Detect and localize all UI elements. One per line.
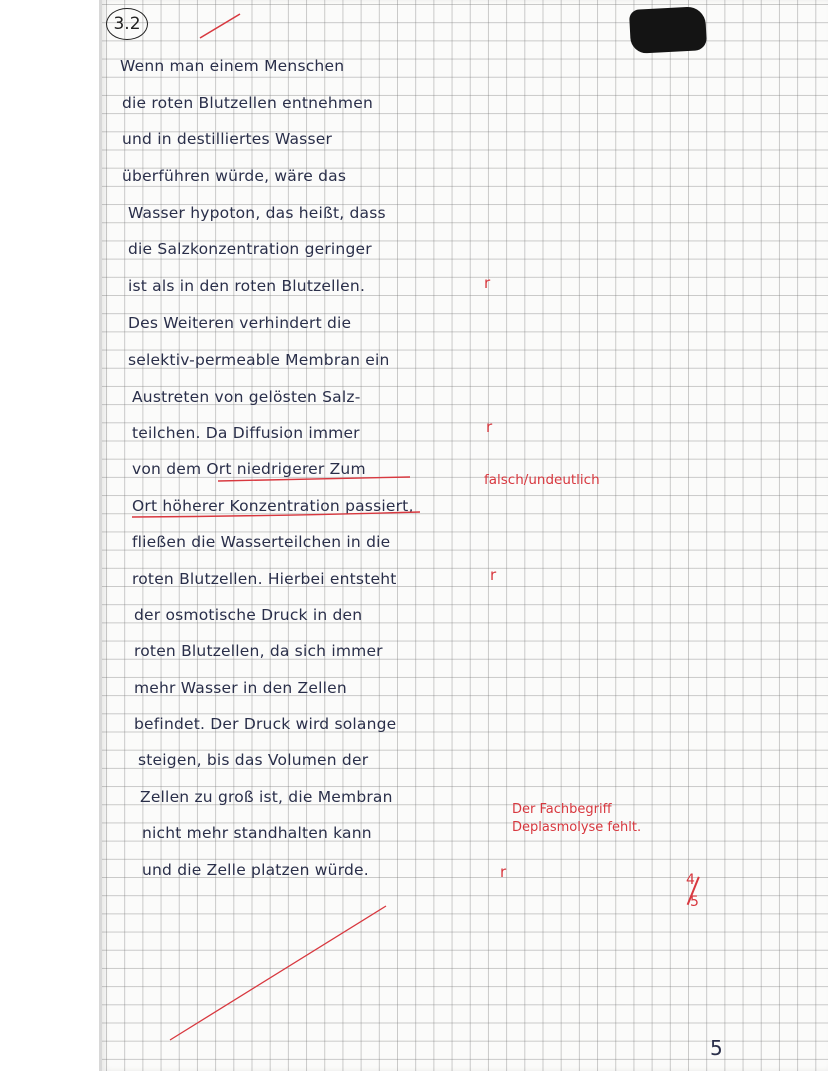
text-line-15: roten Blutzellen. Hierbei entsteht	[132, 570, 397, 588]
check-mark-r: r	[500, 863, 507, 881]
text-line-2: die roten Blutzellen entnehmen	[122, 94, 373, 112]
text-line-19: befindet. Der Druck wird solange	[134, 715, 397, 733]
text-line-6: die Salzkonzentration geringer	[128, 240, 372, 258]
text-line-13: Ort höherer Konzentration passiert,	[132, 497, 414, 515]
text-line-10: Austreten von gelösten Salz-	[132, 388, 361, 406]
text-line-20: steigen, bis das Volumen der	[138, 751, 369, 769]
text-line-7: ist als in den roten Blutzellen.	[128, 277, 366, 295]
text-line-21: Zellen zu groß ist, die Membran	[140, 788, 393, 806]
score-fraction	[676, 872, 712, 914]
task-number: 3.2	[106, 8, 148, 40]
page-number: 5	[710, 1036, 723, 1060]
text-line-22: nicht mehr standhalten kann	[142, 824, 372, 842]
score-numerator: 4	[686, 872, 695, 888]
text-line-12: von dem Ort niedrigerer Zum	[132, 460, 366, 478]
text-line-5: Wasser hypoton, das heißt, dass	[128, 204, 386, 222]
text-line-14: fließen die Wasserteilchen in die	[132, 533, 391, 551]
text-line-18: mehr Wasser in den Zellen	[134, 679, 347, 697]
annotation-term-line-2: Deplasmolyse fehlt.	[512, 820, 642, 835]
annotation-term-line-1: Der Fachbegriff	[512, 802, 612, 817]
text-line-9: selektiv-permeable Membran ein	[128, 351, 390, 369]
text-line-17: roten Blutzellen, da sich immer	[134, 642, 383, 660]
text-line-1: Wenn man einem Menschen	[120, 57, 345, 75]
text-line-8: Des Weiteren verhindert die	[128, 314, 352, 332]
annotation-false-unclear: falsch/undeutlich	[484, 472, 600, 488]
redaction-mark	[629, 6, 707, 54]
check-mark-r: r	[490, 566, 497, 584]
text-line-11: teilchen. Da Diffusion immer	[132, 424, 360, 442]
check-mark-r: r	[486, 418, 493, 436]
text-line-4: überführen würde, wäre das	[122, 167, 347, 185]
score-denominator: 5	[690, 894, 699, 910]
text-line-23: und die Zelle platzen würde.	[142, 861, 369, 879]
check-mark-r: r	[484, 274, 491, 292]
text-line-16: der osmotische Druck in den	[134, 606, 363, 624]
text-line-3: und in destilliertes Wasser	[122, 130, 333, 148]
